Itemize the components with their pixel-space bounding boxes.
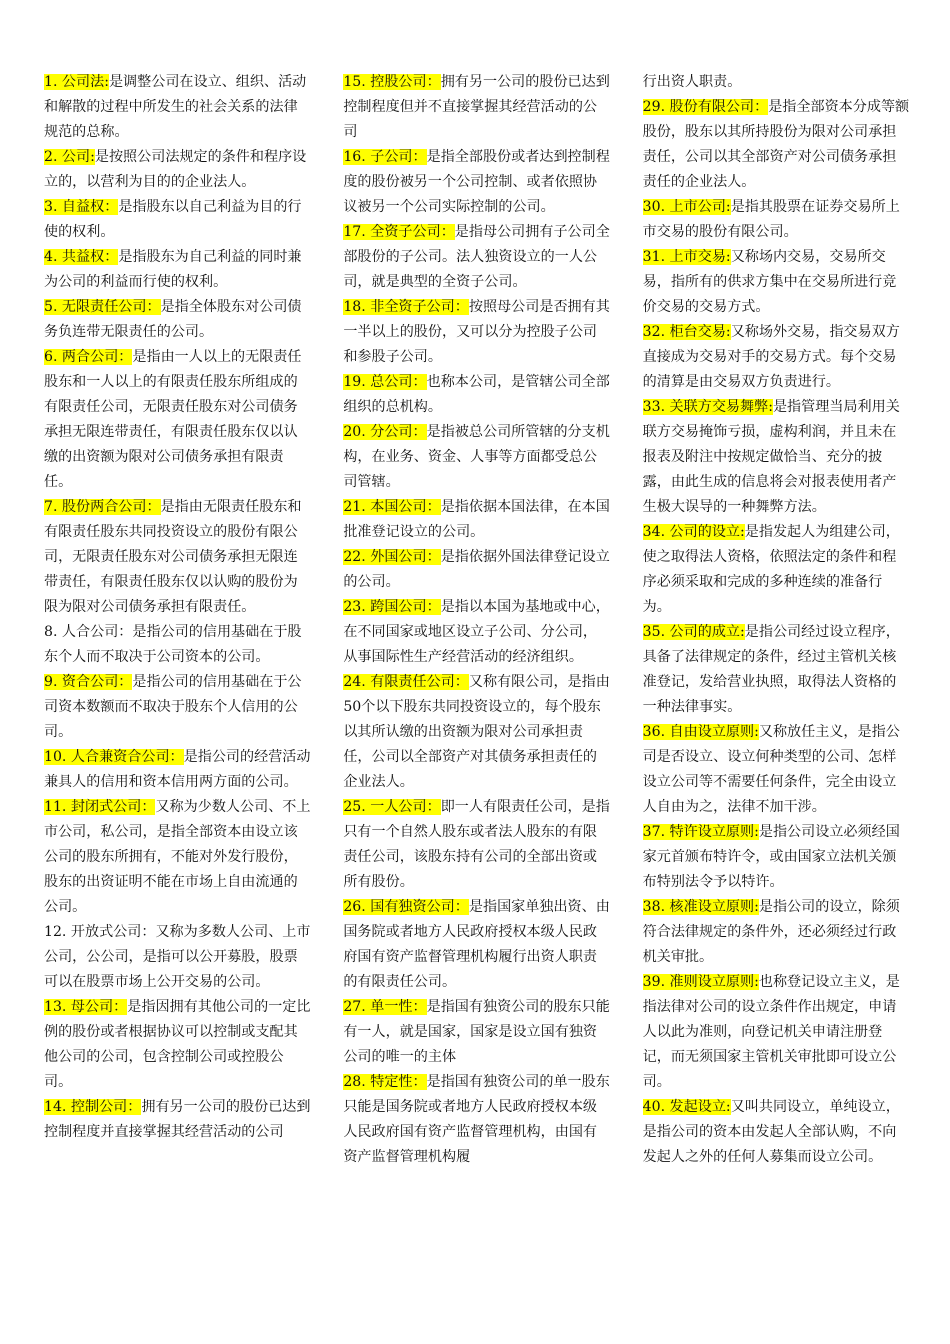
definition-text: 是指其股票在证券交易所上市交易的股份有限公司。 — [642, 199, 900, 240]
definition-entry — [343, 795, 610, 895]
definition-entry — [643, 520, 910, 620]
definition-text: 又称场内交易，交易所交易，指所有的供求方集中在交易所进行竞价交易的交易方式。 — [642, 249, 897, 315]
definition-entry — [343, 1070, 610, 1170]
term-highlight: 9. 资合公司： — [44, 674, 133, 690]
definition-entry — [44, 145, 311, 195]
definition-text: 8. 人合公司：是指公司的信用基础在于股东个人而不取决于公司资本的公司。 — [44, 624, 302, 665]
definition-entry — [44, 670, 311, 745]
definition-text: 是指公司的信用基础在于公司资本数额而不取决于股东个人信用的公司。 — [44, 674, 302, 740]
definition-text: 是按照公司法规定的条件和程序设立的，以营利为目的的企业法人。 — [44, 149, 307, 190]
definition-text: 又称场外交易，指交易双方直接成为交易对手的交易方式。每个交易的清算是由交易双方负责进行。 — [642, 324, 900, 390]
definition-entry — [643, 320, 910, 395]
term-highlight: 27. 单一性： — [343, 999, 427, 1015]
definition-entry — [643, 95, 910, 195]
definition-text: 也称本公司，是管辖公司全部组织的总机构。 — [343, 374, 610, 415]
definition-text: 拥有另一公司的股份已达到控制程度并直接掌握其经营活动的公司 — [44, 1099, 311, 1140]
definition-entry — [44, 245, 311, 295]
definition-text: 是指因拥有其他公司的一定比例的股份或者根据协议可以控制或支配其他公司的公司，包含控制公司或控股公司。 — [44, 999, 311, 1090]
term-highlight: 1. 公司法: — [44, 74, 109, 90]
term-highlight: 35. 公司的成立: — [642, 624, 745, 640]
definition-entry — [643, 895, 910, 970]
definition-text: 是指股东为自己利益的同时兼为公司的利益而行使的权利。 — [44, 249, 302, 290]
term-highlight: 36. 自由设立原则: — [642, 724, 759, 740]
definition-text: 是指股东以自己利益为目的行使的权利。 — [44, 199, 302, 240]
definition-text: 即一人有限责任公司，是指只有一个自然人股东或者法人股东的有限责任公司，该股东持有公司的全部出资或所有股份。 — [343, 799, 610, 890]
definition-entry — [643, 70, 910, 95]
term-highlight: 15. 控股公司： — [343, 74, 441, 90]
definition-entry — [343, 145, 610, 220]
definition-entry — [643, 970, 910, 1095]
definition-text: 是指公司的经营活动兼具人的信用和资本信用两方面的公司。 — [44, 749, 311, 790]
definition-entry — [44, 495, 311, 620]
term-highlight: 5. 无限责任公司： — [44, 299, 161, 315]
definition-text: 是指母公司拥有子公司全部股份的子公司。法人独资设立的一人公司，就是典型的全资子公司。 — [343, 224, 610, 290]
definition-text: 是指由一人以上的无限责任股东和一人以上的有限责任股东所组成的有限责任公司，无限责任股东对公司债务承担无限连带责任，有限责任股东仅以认缴的出资额为限对公司债务承担有限责任。 — [44, 349, 302, 490]
definition-entry — [343, 220, 610, 295]
definition-entry — [343, 670, 610, 795]
definition-text: 是指国有独资公司的单一股东只能是国务院或者地方人民政府授权本级人民政府国有资产监督管理机构，由国有资产监督管理机构履 — [343, 1074, 610, 1165]
definition-text: 按照母公司是否拥有其一半以上的股份，又可以分为控股子公司和参股子公司。 — [343, 299, 610, 365]
definition-text: 是指由无限责任股东和有限责任股东共同投资设立的股份有限公司，无限责任股东对公司债务承担无限连带责任，有限责任股东仅以认购的股份为限为限对公司债务承担有限责任。 — [44, 499, 302, 615]
definition-text: 又称放任主义，是指公司是否设立、设立何种类型的公司、怎样设立公司等不需要任何条件，完全由设立人自由为之，法律不加干涉。 — [642, 724, 900, 815]
term-highlight: 16. 子公司： — [343, 149, 427, 165]
definition-text: 是调整公司在设立、组织、活动和解散的过程中所发生的社会关系的法律规范的总称。 — [44, 74, 307, 140]
definition-text: 是指公司的设立，除须符合法律规定的条件外，还必须经过行政机关审批。 — [642, 899, 900, 965]
definition-text: 是指以本国为基地或中心，在不同国家或地区设立子公司、分公司，从事国际性生产经营活动的经济组织。 — [343, 599, 610, 665]
definition-text: 是指公司设立必须经国家元首颁布特许令，或由国家立法机关颁布特别法令予以特许。 — [642, 824, 900, 890]
term-highlight: 6. 两合公司： — [44, 349, 133, 365]
definition-entry — [44, 745, 311, 795]
term-highlight: 22. 外国公司： — [343, 549, 441, 565]
term-highlight: 21. 本国公司： — [343, 499, 441, 515]
definition-entry — [44, 195, 311, 245]
term-highlight: 17. 全资子公司： — [343, 224, 455, 240]
term-highlight: 31. 上市交易: — [642, 249, 731, 265]
definition-entry — [44, 995, 311, 1095]
definition-entry — [643, 245, 910, 320]
definition-text: 是指管理当局利用关联方交易掩饰亏损，虚构利润，并且未在报表及附注中按规定做恰当、充分的披露，由此生成的信息将会对报表使用者产生极大误导的一种舞弊方法。 — [642, 399, 900, 515]
definition-text: 是指被总公司所管辖的分支机构，在业务、资金、人事等方面都受总公司管辖。 — [343, 424, 610, 490]
definition-entry — [343, 420, 610, 495]
column-1 — [44, 70, 311, 1320]
definition-entry — [343, 995, 610, 1070]
term-highlight: 13. 母公司： — [44, 999, 128, 1015]
definition-text: 又叫共同设立，单纯设立，是指公司的资本由发起人全部认购，不向发起人之外的任何人募集而设立公司。 — [642, 1099, 900, 1165]
term-highlight: 33. 关联方交易舞弊: — [642, 399, 773, 415]
term-highlight: 38. 核准设立原则: — [642, 899, 759, 915]
definition-entry — [343, 70, 610, 145]
term-highlight: 28. 特定性： — [343, 1074, 427, 1090]
definition-entry — [44, 920, 311, 995]
term-highlight: 18. 非全资子公司： — [343, 299, 469, 315]
definition-text: 是指依据本国法律，在本国批准登记设立的公司。 — [343, 499, 610, 540]
definition-entry — [643, 195, 910, 245]
definition-entry — [44, 295, 311, 345]
term-highlight: 14. 控制公司： — [44, 1099, 142, 1115]
definition-text: 又称有限公司，是指由50个以下股东共同投资设立的，每个股东以其所认缴的出资额为限对公司承担责任，公司以全部资产对其债务承担责任的企业法人。 — [343, 674, 610, 790]
definition-entry — [44, 70, 311, 145]
term-highlight: 23. 跨国公司： — [343, 599, 441, 615]
definition-entry — [343, 495, 610, 545]
column-2 — [343, 70, 610, 1320]
definition-text: 是指全部资本分成等额股份，股东以其所持股份为限对公司承担责任，公司以其全部资产对公司债务承担责任的企业法人。 — [642, 99, 910, 190]
term-highlight: 11. 封闭式公司： — [44, 799, 156, 815]
term-highlight: 25. 一人公司： — [343, 799, 441, 815]
definition-text: 又称为少数人公司、不上市公司，私公司，是指全部资本由设立该公司的股东所拥有，不能对外发行股份，股东的出资证明不能在市场上自由流通的公司。 — [44, 799, 311, 915]
definition-entry — [343, 895, 610, 995]
term-highlight: 26. 国有独资公司： — [343, 899, 469, 915]
definition-entry — [643, 1095, 910, 1170]
document-page — [44, 70, 910, 1320]
definition-entry — [44, 620, 311, 670]
term-highlight: 30. 上市公司: — [642, 199, 731, 215]
term-highlight: 34. 公司的设立: — [642, 524, 745, 540]
term-highlight: 29. 股份有限公司： — [642, 99, 769, 115]
definition-text: 也称登记设立主义，是指法律对公司的设立条件作出规定，申请人以此为准则，向登记机关申请注册登记，而无须国家主管机关审批即可设立公司。 — [642, 974, 900, 1090]
definition-entry — [643, 820, 910, 895]
term-highlight: 7. 股份两合公司： — [44, 499, 161, 515]
term-highlight: 20. 分公司： — [343, 424, 427, 440]
definition-entry — [343, 595, 610, 670]
definition-text: 是指发起人为组建公司，使之取得法人资格，依照法定的条件和程序必须采取和完成的多种连续的准备行为。 — [642, 524, 900, 615]
term-highlight: 4. 共益权： — [44, 249, 119, 265]
definition-text: 拥有另一公司的股份已达到控制程度但并不直接掌握其经营活动的公司 — [343, 74, 610, 140]
definition-text: 是指国家单独出资、由国务院或者地方人民政府授权本级人民政府国有资产监督管理机构履行出资人职责的有限责任公司。 — [343, 899, 610, 990]
definition-entry — [44, 345, 311, 495]
term-highlight: 37. 特许设立原则: — [642, 824, 759, 840]
term-highlight: 3. 自益权： — [44, 199, 119, 215]
definition-text: 是指全部股份或者达到控制程度的股份被另一个公司控制、或者依照协议被另一个公司实际控制的公司。 — [343, 149, 610, 215]
definition-entry — [44, 1095, 311, 1145]
term-highlight: 2. 公司: — [44, 149, 95, 165]
definition-entry — [643, 720, 910, 820]
definition-entry — [343, 295, 610, 370]
definition-entry — [643, 620, 910, 720]
definition-text: 行出资人职责。 — [642, 74, 742, 90]
term-highlight: 24. 有限责任公司： — [343, 674, 469, 690]
term-highlight: 32. 柜台交易: — [642, 324, 731, 340]
definition-entry — [343, 545, 610, 595]
definition-text: 是指国有独资公司的股东只能有一人，就是国家，国家是设立国有独资公司的唯一的主体 — [343, 999, 610, 1065]
definition-entry — [44, 795, 311, 920]
definition-entry — [343, 370, 610, 420]
definition-text: 是指公司经过设立程序，具备了法律规定的条件，经过主管机关核准登记，发给营业执照，取得法人资格的一种法律事实。 — [642, 624, 900, 715]
definition-entry — [643, 395, 910, 520]
definition-text: 是指依据外国法律登记设立的公司。 — [343, 549, 610, 590]
term-highlight: 10. 人合兼资合公司： — [44, 749, 184, 765]
definition-text: 是指全体股东对公司债务负连带无限责任的公司。 — [44, 299, 302, 340]
definition-text: 12. 开放式公司：又称为多数人公司、上市公司，公公司，是指可以公开募股，股票可以在股票市场上公开交易的公司。 — [44, 924, 311, 990]
term-highlight: 40. 发起设立: — [642, 1099, 731, 1115]
term-highlight: 19. 总公司： — [343, 374, 427, 390]
column-3 — [643, 70, 910, 1320]
term-highlight: 39. 准则设立原则: — [642, 974, 759, 990]
